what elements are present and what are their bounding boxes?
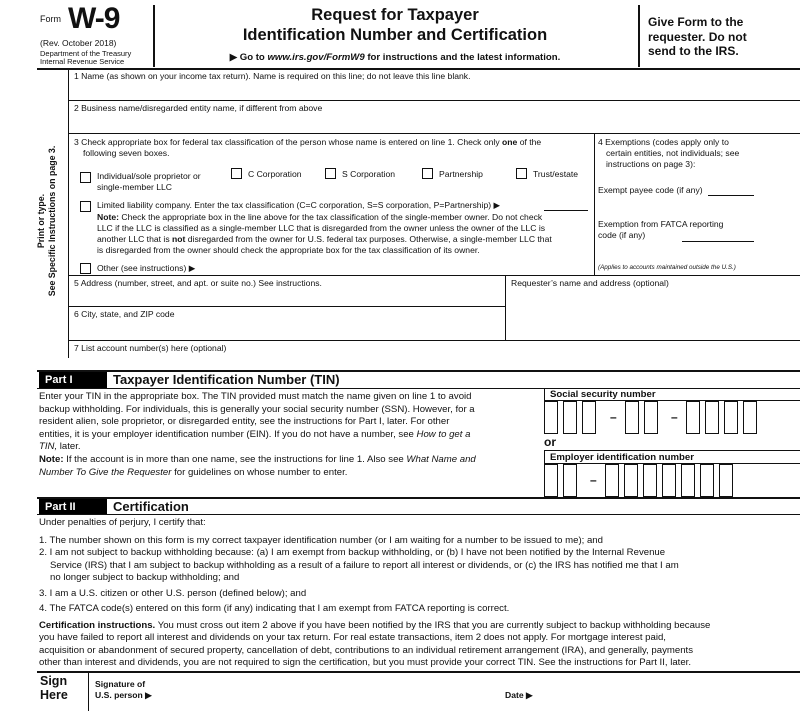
- llc-label: Limited liability company. Enter the tax classification (C=C corporation, S=S corporation, P=Partnership) ▶: [97, 200, 501, 210]
- s-corp-label: S Corporation: [342, 169, 396, 179]
- individual-label-2: single-member LLC: [97, 182, 172, 192]
- certify-item-2-line1: 2. I am not subject to backup withholding because: (a) I am exempt from backup withholding, or (b) I have not been notified by the Internal Revenue: [39, 547, 666, 558]
- form-title-line1: Request for Taxpayer: [311, 6, 479, 24]
- line3-text-a: 3 Check appropriate box for federal tax classification of the person whose name is entered on line 1. Check only: [74, 137, 503, 147]
- ein-digit[interactable]: [700, 464, 714, 497]
- partnership-checkbox[interactable]: [422, 168, 433, 179]
- exemptions-line1: 4 Exemptions (codes apply only to: [598, 137, 729, 147]
- applies-note: (Applies to accounts maintained outside the U.S.): [598, 264, 736, 271]
- exempt-payee-label: Exempt payee code (if any): [598, 185, 703, 195]
- part2-tag: Part II: [39, 499, 107, 515]
- llc-note-label: Note:: [97, 212, 119, 222]
- certify-item-2-line2: Service (IRS) that I am subject to backup withholding as a result of a failure to report all interest or dividends, or (c) the IRS has notified me that I am: [50, 559, 679, 571]
- line1-label: 1 Name (as shown on your income tax return). Name is required on this line; do not leave this line blank.: [74, 71, 471, 81]
- give-form-note: [648, 15, 747, 59]
- service-label: Internal Revenue Service: [40, 57, 125, 66]
- exemptions-label: [598, 137, 798, 170]
- trust-checkbox[interactable]: [516, 168, 527, 179]
- city-state-zip-field[interactable]: [74, 320, 500, 336]
- s-corp-checkbox[interactable]: [325, 168, 336, 179]
- part1-note: [39, 454, 539, 479]
- date-label: Date ▶: [505, 690, 533, 700]
- line3-text-c: following seven boxes.: [83, 148, 170, 158]
- ein-label: Employer identification number: [550, 452, 694, 463]
- sign-here-label: [40, 674, 68, 702]
- fatca-label-1: Exemption from FATCA reporting: [598, 219, 724, 229]
- give-form-line3: send to the IRS.: [648, 44, 739, 58]
- part1-note-italic-2: Number To Give the Requester: [39, 466, 172, 478]
- ein-digit[interactable]: [544, 464, 558, 497]
- individual-label: [97, 171, 201, 193]
- give-form-line2: requester. Do not: [648, 29, 747, 44]
- line3-label: [74, 137, 594, 159]
- address-field[interactable]: [74, 289, 500, 304]
- department-label: Department of the Treasury: [40, 49, 132, 58]
- llc-note-3a: another LLC that is: [97, 234, 173, 244]
- ssn-digit[interactable]: [705, 401, 719, 434]
- certification-instructions-label: Certification instructions.: [39, 619, 156, 631]
- give-form-line1: Give Form to the: [648, 15, 744, 29]
- llc-note: [97, 212, 592, 256]
- part1-note-b: for guidelines on whose number to enter.: [171, 466, 348, 478]
- exemptions-line3: instructions on page 3):: [606, 159, 696, 169]
- ein-digit[interactable]: [681, 464, 695, 497]
- exempt-payee-field[interactable]: [708, 185, 754, 196]
- part1-text-5: later.: [57, 441, 81, 452]
- ssn-digit[interactable]: [724, 401, 738, 434]
- certify-item-2-line3: no longer subject to backup withholding; and: [50, 572, 240, 583]
- ein-digit[interactable]: [643, 464, 657, 497]
- part1-text-3: resident alien, sole proprietor, or disregarded entity, see the instructions for Part I, later. For other: [39, 416, 450, 427]
- other-label: Other (see instructions) ▶: [97, 263, 196, 273]
- or-label: or: [544, 435, 556, 449]
- part1-text-5-italic: TIN,: [39, 441, 58, 452]
- certification-instructions-1: You must cross out item 2 above if you have been notified by the IRS that you are currently subject to backup withholding because: [155, 619, 711, 631]
- part1-note-a: If the account is in more than one name, see the instructions for line 1. Also see: [63, 454, 407, 465]
- ssn-digit[interactable]: [686, 401, 700, 434]
- c-corp-checkbox[interactable]: [231, 168, 242, 179]
- ssn-label: Social security number: [550, 389, 656, 400]
- line2-label: 2 Business name/disregarded entity name, if different from above: [74, 103, 323, 113]
- other-checkbox[interactable]: [80, 263, 91, 274]
- signature-label: [95, 679, 152, 701]
- llc-note-3b: disregarded from the owner for U.S. federal tax purposes. Otherwise, a single-member LLC that: [185, 234, 552, 244]
- llc-note-1: Check the appropriate box in the line above for the tax classification of the single-member owner. Do not check: [118, 212, 543, 222]
- ssn-digit[interactable]: [582, 401, 596, 434]
- part1-text-4: entities, it is your employer identification number (EIN). If you do not have a number, see: [39, 428, 417, 440]
- part1-instructions: [39, 391, 539, 454]
- individual-label-1: Individual/sole proprietor or: [97, 171, 201, 181]
- business-name-field[interactable]: [74, 114, 794, 131]
- certification-text: [39, 517, 799, 670]
- name-field[interactable]: [74, 82, 794, 99]
- line3-text-b: of the: [517, 137, 542, 147]
- form-number: W-9: [68, 2, 120, 35]
- line7-label: 7 List account number(s) here (optional): [74, 343, 227, 353]
- form-revision: (Rev. October 2018): [40, 38, 117, 48]
- trust-label: Trust/estate: [533, 169, 579, 179]
- llc-classification-field[interactable]: [544, 200, 588, 211]
- fatca-code-field[interactable]: [682, 231, 754, 242]
- line3-one: one: [502, 137, 518, 147]
- specific-instructions-line: See Specific Instructions on page 3.: [47, 145, 57, 297]
- part2-title: Certification: [113, 499, 189, 514]
- certify-item-3: 3. I am a U.S. citizen or other U.S. person (defined below); and: [39, 587, 307, 599]
- ein-digit[interactable]: [605, 464, 619, 497]
- certify-item-1: 1. The number shown on this form is my correct taxpayer identification number (or I am waiting for a number to be issued to me); and: [39, 534, 603, 546]
- part1-tag: Part I: [39, 372, 107, 388]
- line5-label: 5 Address (number, street, and apt. or suite no.) See instructions.: [74, 278, 322, 288]
- part1-note-italic-1: What Name and: [406, 454, 476, 465]
- ein-digit[interactable]: [662, 464, 676, 497]
- form-title-line2: Identification Number and Certification: [242, 26, 548, 44]
- certify-item-4: 4. The FATCA code(s) entered on this form (if any) indicating that I am exempt from FATCA reporting is correct.: [39, 603, 510, 614]
- ssn-digit[interactable]: [625, 401, 639, 434]
- certification-instructions-2: you have failed to report all interest and dividends on your tax return. For real estate transactions, item 2 does not apply. For mortgage interest paid,: [39, 632, 666, 643]
- line6-label: 6 City, state, and ZIP code: [74, 309, 175, 319]
- c-corp-label: C Corporation: [248, 169, 302, 179]
- requester-label: Requester’s name and address (optional): [511, 278, 669, 288]
- fatca-label-2: code (if any): [598, 230, 646, 240]
- certification-instructions-3: acquisition or abandonment of secured property, cancellation of debt, contributions to an individual retirement arrangement (IRA), and generally, payments: [39, 644, 693, 656]
- part1-title: Taxpayer Identification Number (TIN): [113, 372, 340, 387]
- ssn-digit[interactable]: [644, 401, 658, 434]
- llc-note-2: LLC if the LLC is classified as a single-member LLC that is disregarded from the owner unless the owner of the LLC is: [97, 223, 546, 233]
- llc-note-not: not: [172, 234, 186, 244]
- individual-checkbox[interactable]: [80, 172, 91, 183]
- ssn-digit[interactable]: [743, 401, 757, 434]
- signature-field[interactable]: [162, 680, 492, 700]
- date-field[interactable]: [540, 682, 790, 700]
- sign-label: Sign: [40, 674, 68, 688]
- partnership-label: Partnership: [439, 169, 483, 179]
- ein-digit[interactable]: [624, 464, 638, 497]
- form-word: Form: [40, 14, 61, 24]
- ein-dash: –: [590, 473, 597, 487]
- here-label: Here: [40, 688, 68, 702]
- other-field[interactable]: [210, 263, 592, 274]
- instructions-link[interactable]: www.irs.gov/FormW9: [267, 52, 365, 63]
- signature-label-1: Signature of: [95, 679, 146, 689]
- instructions-line: [160, 52, 630, 63]
- part1-note-label: Note:: [39, 454, 64, 465]
- llc-note-4: is disregarded from the owner should check the appropriate box for the tax classification of its owner.: [97, 245, 480, 255]
- print-type-line1: Print or type.: [36, 193, 46, 249]
- ssn-digit[interactable]: [544, 401, 558, 434]
- ein-digit[interactable]: [563, 464, 577, 497]
- llc-checkbox[interactable]: [80, 201, 91, 212]
- print-type-note: [36, 91, 58, 351]
- part1-text-4-italic: How to get a: [416, 428, 471, 440]
- requester-field[interactable]: [511, 290, 795, 336]
- part1-text-1: Enter your TIN in the appropriate box. The TIN provided must match the name given on line 1 to avoid: [39, 391, 472, 402]
- signature-label-2: U.S. person ▶: [95, 690, 152, 700]
- part1-text-2: backup withholding. For individuals, this is generally your social security number (SSN). However, for a: [39, 403, 475, 415]
- certify-intro: Under penalties of perjury, I certify that:: [39, 517, 206, 528]
- instructions-suffix: for instructions and the latest information.: [364, 52, 561, 63]
- instructions-prefix: ▶ Go to: [229, 52, 268, 63]
- ssn-dash: –: [671, 410, 678, 424]
- ssn-digit[interactable]: [563, 401, 577, 434]
- certification-instructions-4: other than interest and dividends, you are not required to sign the certification, but you must provide your correct TIN. See the instructions for Part II, later.: [39, 657, 692, 668]
- ein-digit[interactable]: [719, 464, 733, 497]
- ssn-dash: –: [610, 410, 617, 424]
- account-numbers-field[interactable]: [74, 354, 794, 368]
- exemptions-line2: certain entities, not individuals; see: [606, 148, 740, 158]
